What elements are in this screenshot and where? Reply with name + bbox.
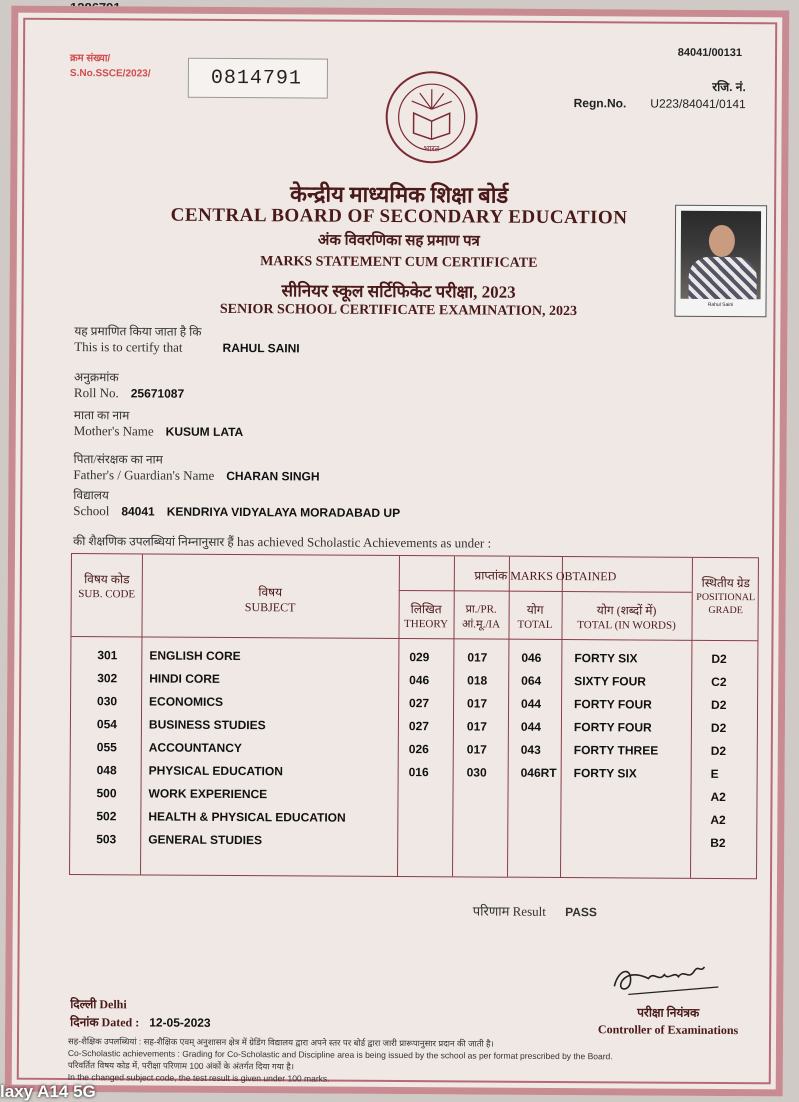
serial-number-box: 0814791 — [188, 58, 328, 99]
mother-label-hi: माता का नाम — [73, 408, 130, 423]
header-subject-hi: विषय — [258, 585, 283, 600]
cell-subject: HINDI CORE — [149, 671, 220, 686]
header-pr-en: आं.मू./IA — [462, 618, 501, 631]
cell-code: 030 — [97, 694, 118, 709]
cell-subject: ACCOUNTANCY — [148, 740, 242, 756]
cell-subject: PHYSICAL EDUCATION — [148, 763, 283, 779]
cell-subject: ENGLISH CORE — [149, 648, 241, 664]
header-theory — [399, 602, 454, 632]
cell-code: 301 — [97, 648, 118, 663]
cell-theory: 029 — [409, 650, 430, 665]
cell-words: FORTY SIX — [574, 651, 638, 666]
cell-code: 054 — [96, 717, 118, 732]
header-grade-hi: स्थितीय ग्रेड — [701, 575, 751, 591]
cell-grade: B2 — [710, 835, 726, 851]
footer-line-4: In the changed subject code, the test result is given under 100 marks. — [67, 1071, 330, 1084]
issue-date: 12-05-2023 — [149, 1015, 211, 1030]
school-name: KENDRIYA VIDYALAYA MORADABAD UP — [166, 504, 401, 521]
school-label-en: School — [73, 503, 110, 519]
document-title-en: MARKS STATEMENT CUM CERTIFICATE — [260, 254, 538, 271]
result-value: PASS — [565, 905, 597, 920]
cell-pr: 018 — [467, 673, 488, 688]
header-code-hi: विषय कोड — [84, 572, 130, 587]
header-marks — [399, 568, 692, 585]
exam-title-hi: सीनियर स्कूल सर्टिफिकेट परीक्षा, 2023 — [281, 281, 516, 302]
student-name: RAHUL SAINI — [222, 340, 300, 356]
regn-label-en: Regn.No. — [573, 96, 627, 111]
header-theory-en: THEORY — [404, 618, 449, 631]
marks-table — [69, 553, 759, 879]
cell-words: SIXTY FOUR — [574, 674, 647, 689]
cell-grade: A2 — [710, 812, 726, 828]
cell-grade: D2 — [710, 720, 727, 736]
header-pr-hi: प्रा./PR. — [465, 603, 497, 616]
cell-words: FORTY FOUR — [574, 697, 652, 712]
controller-en: Controller of Examinations — [597, 1022, 739, 1038]
header-pr — [454, 602, 509, 632]
cell-code: 055 — [96, 740, 117, 755]
cell-words: FORTY THREE — [573, 743, 659, 758]
controller-hi: परीक्षा नियंत्रक — [637, 1005, 700, 1020]
cell-code: 048 — [96, 763, 117, 778]
footer-line-1: सह-शैक्षिक उपलब्धियां : सह-शैक्षिक एवम् अनुशासन क्षेत्र में ग्रेडिंग विद्यालय द्वारा अपने स्तर पर बोर्ड द्वारा जारी प्रारूपानुसार प्रदान की जाती है। — [67, 1035, 494, 1049]
school-code: 84041 — [121, 504, 155, 519]
result-line — [473, 901, 597, 920]
cbse-seal-icon — [383, 69, 480, 166]
controller-block — [588, 1004, 748, 1039]
father-block — [73, 451, 319, 485]
cell-theory: 046 — [409, 673, 430, 688]
cell-total: 046RT — [520, 765, 557, 780]
header-code — [72, 572, 142, 602]
certify-block — [74, 323, 300, 356]
registration-number — [574, 78, 746, 113]
document-title-hi: अंक विवरणिका सह प्रमाण पत्र — [317, 232, 480, 250]
header-marks-hi: प्राप्तांक — [474, 568, 508, 583]
cell-grade: D2 — [711, 697, 727, 713]
footer-line-3: परिवर्तित विषय कोड में, परीक्षा परिणाम 100 अंकों के अंतर्गत दिया गया है। — [67, 1059, 294, 1072]
cell-subject: GENERAL STUDIES — [148, 832, 263, 848]
cell-total: 046 — [521, 650, 542, 665]
certify-label-hi: यह प्रमाणित किया जाता है कि — [74, 324, 202, 339]
serial-label — [70, 51, 151, 81]
cell-subject: BUSINESS STUDIES — [148, 717, 266, 733]
header-total-en: TOTAL — [517, 618, 553, 631]
header-total — [509, 603, 562, 633]
cell-code: 502 — [96, 809, 117, 824]
cell-words: FORTY FOUR — [573, 720, 652, 735]
cell-grade: E — [710, 766, 719, 781]
header-grade-en: POSITIONAL GRADE — [696, 591, 756, 617]
seal-text: भारत — [423, 144, 440, 154]
header-words-en: TOTAL (IN WORDS) — [577, 619, 676, 632]
cell-pr: 017 — [466, 742, 487, 757]
roll-block — [74, 369, 184, 402]
result-label-en: Result — [512, 903, 546, 919]
header-words-hi: योग (शब्दों में) — [596, 603, 657, 618]
header-words — [562, 603, 692, 634]
header-grade — [692, 576, 760, 617]
mother-name: KUSUM LATA — [165, 424, 244, 440]
cell-pr: 017 — [467, 696, 488, 711]
top-right-number: 84041/00131 — [677, 46, 743, 60]
header-theory-hi: लिखित — [410, 602, 442, 617]
board-name-hi: केन्द्रीय माध्यमिक शिक्षा बोर्ड — [290, 181, 509, 208]
date-label: दिनांक Dated : — [70, 1015, 140, 1030]
roll-label-hi: अनुक्रमांक — [74, 370, 119, 385]
place-name: दिल्ली Delhi — [70, 997, 127, 1012]
cell-pr: 017 — [466, 719, 488, 734]
photo-image — [681, 211, 762, 299]
achieve-label-hi: की शैक्षणिक उपलब्धियां निम्नानुसार हैं — [73, 534, 234, 550]
cell-code: 503 — [96, 832, 117, 847]
header-code-en: SUB. CODE — [78, 588, 136, 601]
cell-theory: 027 — [409, 696, 430, 711]
controller-signature-icon — [608, 956, 728, 1001]
footer-line-2: Co-Scholastic achievements : Grading for Co-Scholastic and Discipline area is being issued by the school as per format prescribed by the Board. — [67, 1047, 613, 1062]
photo-caption: Rahul Saini — [707, 301, 734, 309]
certificate-sheet — [5, 6, 790, 1097]
header-total-hi: योग — [526, 602, 544, 617]
cell-words: FORTY SIX — [573, 766, 637, 781]
achievement-line — [73, 533, 491, 552]
father-label-hi: पिता/संरक्षक का नाम — [73, 452, 163, 467]
cell-grade: A2 — [710, 789, 726, 805]
place-date — [70, 995, 211, 1032]
cell-code: 500 — [96, 786, 117, 801]
roll-number: 25671087 — [130, 386, 185, 401]
camera-watermark: laxy A14 5G — [0, 1082, 96, 1101]
cell-pr: 030 — [466, 765, 487, 780]
footer-notes — [68, 1035, 752, 1087]
cell-code: 302 — [97, 671, 118, 686]
header-subject — [142, 584, 399, 616]
school-block — [73, 487, 400, 521]
father-name: CHARAN SINGH — [226, 468, 320, 484]
student-photo — [674, 205, 767, 318]
exam-title-en: SENIOR SCHOOL CERTIFICATE EXAMINATION, 2023 — [219, 301, 578, 320]
school-label-hi: विद्यालय — [73, 488, 109, 503]
cell-total: 043 — [520, 742, 541, 757]
serial-label-en: S.No.SSCE/2023/ — [69, 67, 151, 80]
regn-value: U223/84041/0141 — [650, 96, 746, 112]
cell-subject: ECONOMICS — [149, 694, 224, 709]
certify-label-en: This is to certify that — [74, 339, 183, 355]
cell-grade: C2 — [711, 674, 727, 690]
cell-grade: D2 — [710, 743, 727, 759]
cell-total: 044 — [521, 696, 542, 711]
roll-label-en: Roll No. — [73, 385, 119, 401]
cell-subject: WORK EXPERIENCE — [148, 786, 268, 802]
header-marks-en: MARKS OBTAINED — [510, 568, 617, 584]
result-label-hi: परिणाम — [472, 903, 510, 919]
cell-theory: 027 — [408, 719, 430, 734]
father-label-en: Father's / Guardian's Name — [73, 467, 215, 483]
serial-label-hi: क्रम संख्या/ — [69, 52, 111, 65]
cell-grade: D2 — [711, 651, 727, 667]
board-name-en: CENTRAL BOARD OF SECONDARY EDUCATION — [170, 204, 628, 229]
cell-theory: 016 — [408, 765, 429, 780]
table-row — [70, 828, 756, 855]
cell-pr: 017 — [467, 650, 488, 665]
cell-theory: 026 — [408, 742, 429, 757]
cell-total: 044 — [520, 719, 542, 734]
mother-block — [74, 407, 244, 440]
mother-label-en: Mother's Name — [73, 423, 154, 439]
achieve-label-en: has achieved Scholastic Achievements as under : — [236, 534, 492, 551]
regn-label-hi: रजि. नं. — [712, 79, 746, 95]
cell-subject: HEALTH & PHYSICAL EDUCATION — [148, 809, 346, 825]
cell-total: 064 — [521, 673, 542, 688]
header-subject-en: SUBJECT — [244, 600, 296, 615]
